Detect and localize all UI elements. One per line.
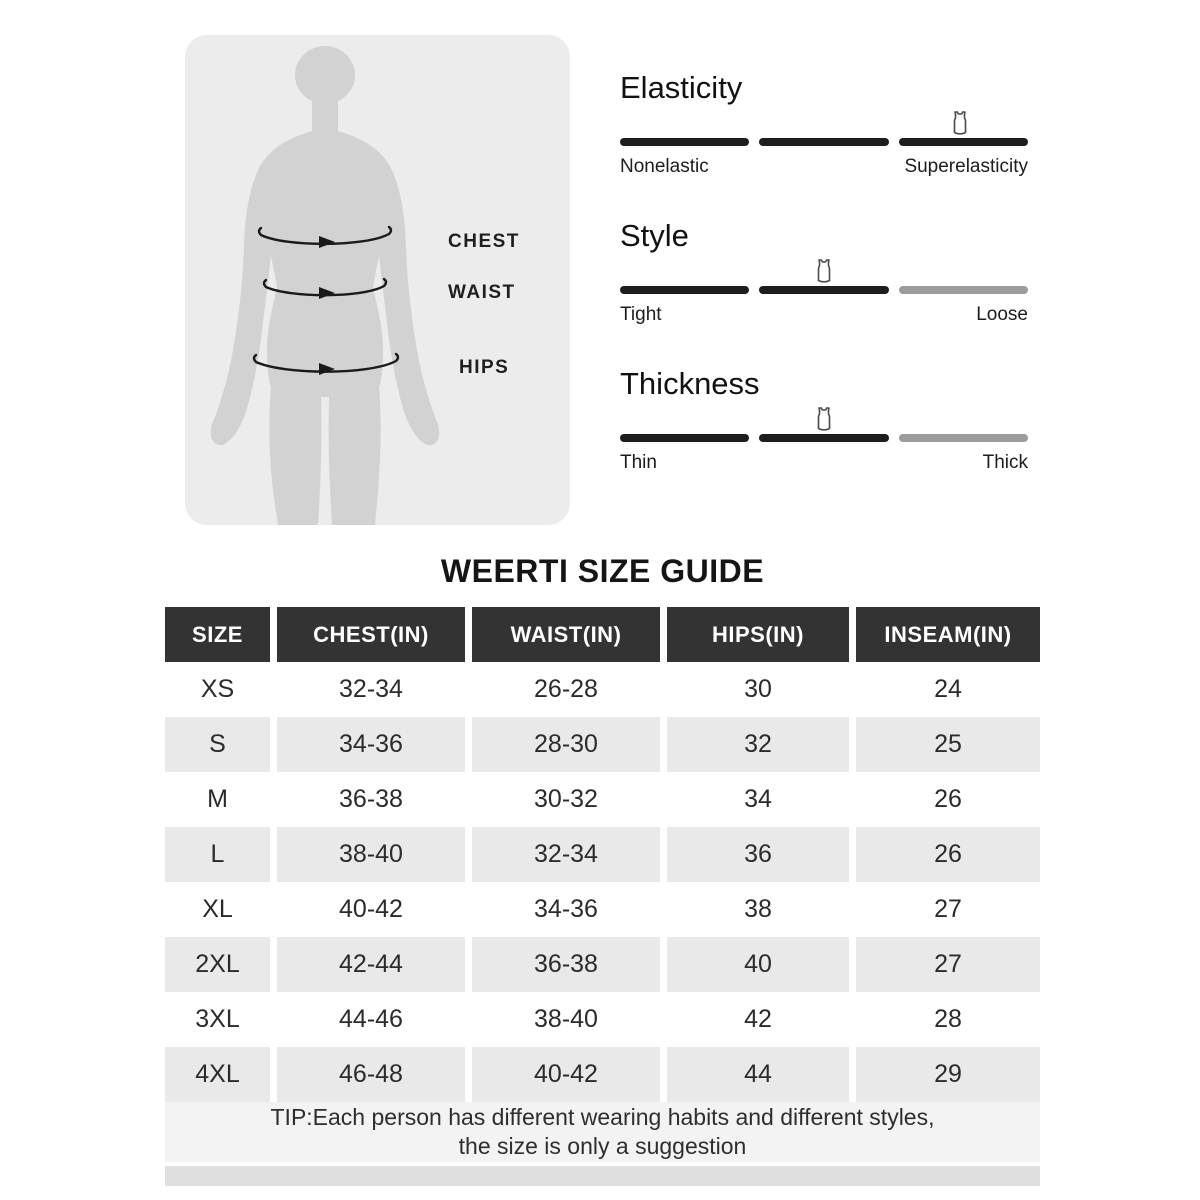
size-table-cell: 24: [856, 662, 1040, 717]
scale-endpoint-labels: [620, 452, 1028, 474]
tank-top-icon: [812, 258, 836, 284]
size-table-cell: 27: [856, 937, 1040, 992]
scale-left-label: Tight: [620, 304, 662, 325]
size-table-row-m: [165, 772, 1040, 827]
size-table-cell: 30-32: [472, 772, 660, 827]
size-table-cell: 32: [667, 717, 849, 772]
size-table-cell: 46-48: [277, 1047, 465, 1102]
scale-section-elasticity: [620, 70, 1028, 178]
scale-endpoint-labels: [620, 304, 1028, 326]
size-table-cell: 30: [667, 662, 849, 717]
scale-right-label: Loose: [976, 304, 1028, 325]
size-table-row-xl: [165, 882, 1040, 937]
size-table-cell: 42-44: [277, 937, 465, 992]
size-guide-table: [165, 607, 1040, 1102]
scale-marker-row: [620, 402, 1028, 434]
tip-line-2: the size is only a suggestion: [458, 1133, 747, 1159]
size-table-cell: 38-40: [277, 827, 465, 882]
waist-label: WAIST: [448, 282, 516, 303]
size-table-cell: 38-40: [472, 992, 660, 1047]
size-table-row-4xl: [165, 1047, 1040, 1102]
size-table-cell: 32-34: [472, 827, 660, 882]
size-table-cell: 26-28: [472, 662, 660, 717]
size-cell: S: [165, 717, 270, 772]
size-cell: 4XL: [165, 1047, 270, 1102]
size-table-row-3xl: [165, 992, 1040, 1047]
scale-title: Thickness: [620, 366, 760, 401]
size-table-cell: 34: [667, 772, 849, 827]
size-table-cell: 36: [667, 827, 849, 882]
size-table-cell: 44-46: [277, 992, 465, 1047]
tank-top-icon: [948, 110, 972, 136]
size-table-header-cell: SIZE: [165, 607, 270, 662]
scale-right-label: Thick: [982, 452, 1028, 473]
scale-bar-segment-dark: [759, 286, 888, 294]
size-table-header-row: [165, 607, 1040, 662]
size-table-cell: 25: [856, 717, 1040, 772]
scale-bar-segment-dark: [620, 434, 749, 442]
body-silhouette-graphic: [185, 35, 570, 525]
size-table-cell: 36-38: [277, 772, 465, 827]
size-table-cell: 36-38: [472, 937, 660, 992]
size-table-header-cell: HIPS(IN): [667, 607, 849, 662]
size-guide-title: WEERTI SIZE GUIDE: [440, 553, 765, 589]
silhouette-right-arm: [378, 175, 439, 445]
scale-bar-segment-dark: [620, 286, 749, 294]
scale-bar-segment-dark: [759, 434, 888, 442]
body-measurement-diagram: [185, 35, 570, 525]
scale-bar: [620, 286, 1028, 294]
size-cell: XL: [165, 882, 270, 937]
size-guide-tip: [165, 1102, 1040, 1162]
hips-label: HIPS: [459, 357, 510, 378]
scale-marker-row: [620, 106, 1028, 138]
silhouette-left-arm: [211, 175, 272, 445]
size-cell: M: [165, 772, 270, 827]
size-table-header-cell: WAIST(IN): [472, 607, 660, 662]
size-table-cell: 38: [667, 882, 849, 937]
size-table-cell: 34-36: [277, 717, 465, 772]
scale-left-label: Thin: [620, 452, 657, 473]
size-table-cell: 40-42: [472, 1047, 660, 1102]
size-table-header-cell: INSEAM(IN): [856, 607, 1040, 662]
size-table-cell: 34-36: [472, 882, 660, 937]
size-table-cell: 32-34: [277, 662, 465, 717]
scale-section-thickness: [620, 366, 1028, 474]
scale-bar-segment-gray: [899, 286, 1028, 294]
size-table-row-2xl: [165, 937, 1040, 992]
size-cell: 2XL: [165, 937, 270, 992]
size-table-cell: 28: [856, 992, 1040, 1047]
size-table-row-l: [165, 827, 1040, 882]
size-table-cell: 40-42: [277, 882, 465, 937]
scale-title: Elasticity: [620, 70, 743, 105]
silhouette-left-leg: [269, 385, 321, 525]
size-table-cell: 26: [856, 772, 1040, 827]
chest-label: CHEST: [448, 231, 520, 252]
scale-title: Style: [620, 218, 689, 253]
attribute-scales: [620, 70, 1028, 514]
scale-bar: [620, 434, 1028, 442]
scale-marker-row: [620, 254, 1028, 286]
scale-bar-segment-dark: [899, 138, 1028, 146]
tank-top-icon: [812, 406, 836, 432]
size-cell: L: [165, 827, 270, 882]
scale-bar-segment-gray: [899, 434, 1028, 442]
size-table-cell: 27: [856, 882, 1040, 937]
scale-bar: [620, 138, 1028, 146]
scale-endpoint-labels: [620, 156, 1028, 178]
size-table-row-xs: [165, 662, 1040, 717]
table-footer-strip: [165, 1166, 1040, 1186]
silhouette-right-leg: [329, 385, 381, 525]
size-cell: XS: [165, 662, 270, 717]
tip-line-1: TIP:Each person has different wearing habits and different styles,: [270, 1104, 935, 1130]
scale-bar-segment-dark: [759, 138, 888, 146]
size-table-row-s: [165, 717, 1040, 772]
size-table-cell: 44: [667, 1047, 849, 1102]
scale-section-style: [620, 218, 1028, 326]
scale-left-label: Nonelastic: [620, 156, 709, 177]
size-table-cell: 29: [856, 1047, 1040, 1102]
size-table-cell: 42: [667, 992, 849, 1047]
size-table-header-cell: CHEST(IN): [277, 607, 465, 662]
scale-right-label: Superelasticity: [904, 156, 1028, 177]
scale-bar-segment-dark: [620, 138, 749, 146]
size-table-cell: 26: [856, 827, 1040, 882]
size-table-cell: 28-30: [472, 717, 660, 772]
size-cell: 3XL: [165, 992, 270, 1047]
size-table-cell: 40: [667, 937, 849, 992]
